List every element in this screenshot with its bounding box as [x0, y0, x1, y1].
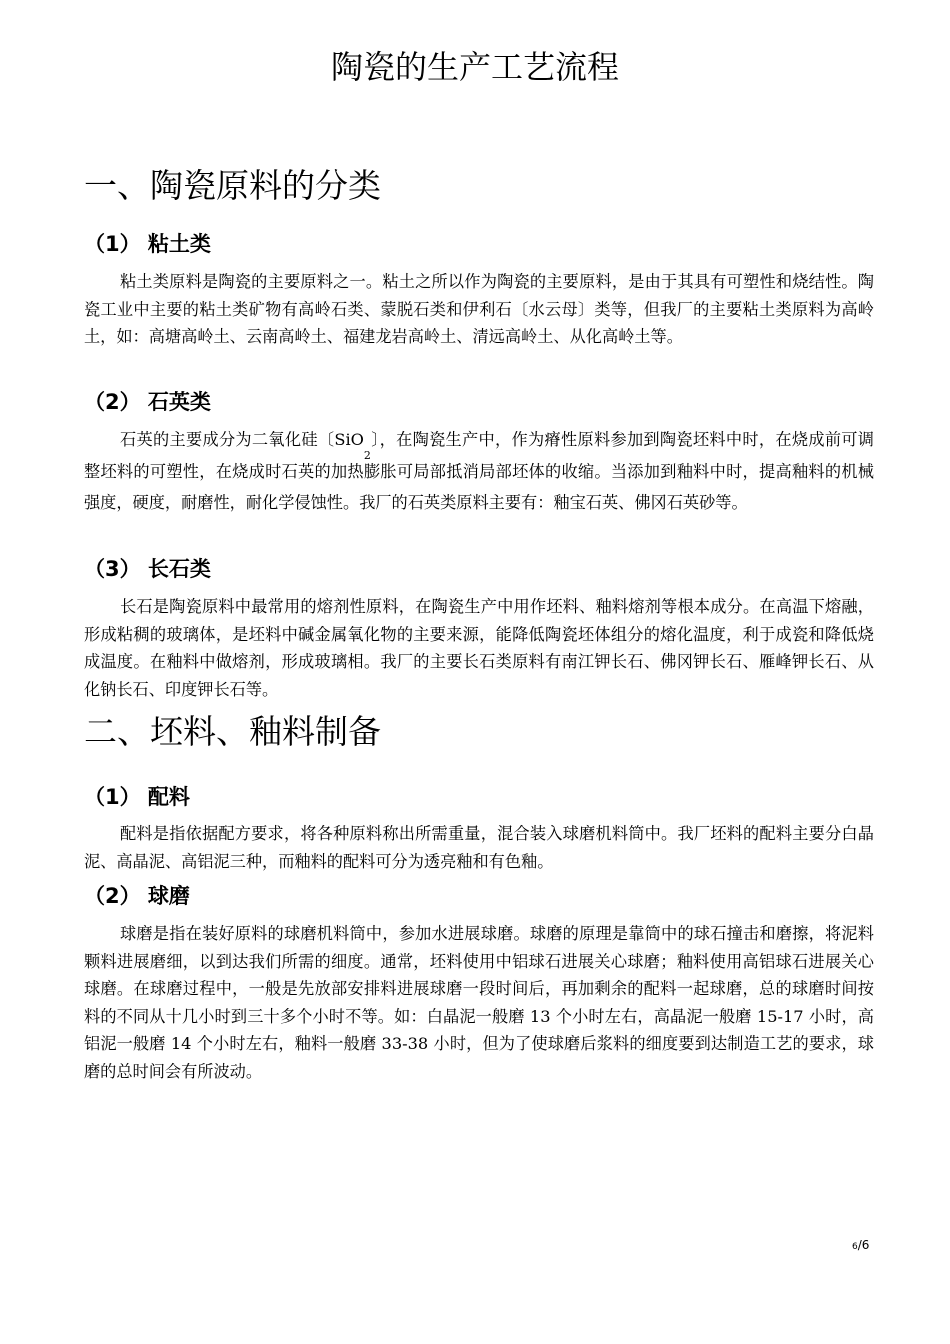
quartz-text-before: 石英的主要成分为二氧化硅〔SiO — [120, 430, 364, 449]
paragraph-clay: 粘土类原料是陶瓷的主要原料之一。粘土之所以作为陶瓷的主要原料，是由于其具有可塑性和烧结性。陶瓷工业中主要的粘土类矿物有高岭石类、蒙脱石类和伊利石〔水云母〕类等，但我厂的主要粘土类原料为高岭土，如：高塘高岭土、云南高岭土、福建龙岩高岭土、清远高岭土、从化高岭土等。 — [84, 272, 874, 346]
subsection-heading-quartz: （2） 石英类 — [84, 390, 211, 414]
document-title: 陶瓷的生产工艺流程 — [330, 48, 619, 86]
paragraph-feldspar: 长石是陶瓷原料中最常用的熔剂性原料，在陶瓷生产中用作坯料、釉料熔剂等根本成分。在高温下熔融，形成粘稠的玻璃体，是坯料中碱金属氧化物的主要来源，能降低陶瓷坯体组分的熔化温度，利于成瓷和降低烧成温度。在釉料中做熔剂，形成玻璃相。我厂的主要长石类原料有南江钾长石、佛冈钾长石、雁峰钾长石、从化钠长石、印度钾长石等。 — [84, 597, 874, 699]
subsection-heading-feldspar: （3） 长石类 — [84, 557, 211, 581]
page-total: /6 — [857, 1238, 870, 1252]
page-number — [852, 1238, 869, 1252]
paragraph-quartz — [84, 424, 874, 518]
quartz-text-after: 〕，在陶瓷生产中，作为瘠性原料参加到陶瓷坯料中时，在烧成前可调整坯料的可塑性，在烧成时石英的加热膨胀可局部抵消局部坯体的收缩。当添加到釉料中时，提高釉料的机械强度，硬度，耐磨性，耐化学侵蚀性。我厂的石英类原料主要有：釉宝石英、佛冈石英砂等。 — [84, 430, 874, 512]
page-current: 6 — [852, 1242, 858, 1252]
subsection-heading-batching: （1） 配料 — [84, 785, 190, 809]
subsection-heading-clay: （1） 粘土类 — [84, 232, 211, 256]
paragraph-ball-milling: 球磨是指在装好原料的球磨机料筒中，参加水进展球磨。球磨的原理是靠筒中的球石撞击和磨擦，将泥料颗料进展磨细，以到达我们所需的细度。通常，坯料使用中铝球石进展关心球磨；釉料使用高铝球石进展关心球磨。在球磨过程中，一般是先放部安排料进展球磨一段时间后，再加剩余的配料一起球磨，总的球磨时间按料的不同从十几小时到三十多个小时不等。如：白晶泥一般磨 13 个小时左右，高晶泥一般磨 15-17 小时，高铝泥一般磨 14 个小时左右，釉料一般磨 33-38 小时，但为了使球磨后浆料的细度要到达制造工艺的要求，球磨的总时间会有所波动。 — [84, 924, 874, 1081]
paragraph-batching: 配料是指依据配方要求，将各种原料称出所需重量，混合装入球磨机料筒中。我厂坯料的配料主要分白晶泥、高晶泥、高铝泥三种，而釉料的配料可分为透亮釉和有色釉。 — [84, 824, 874, 871]
formula-subscript: 2 — [363, 449, 371, 462]
section-heading-preparation: 二、坯料、釉料制备 — [84, 712, 381, 751]
subsection-heading-ball-milling: （2） 球磨 — [84, 884, 190, 908]
section-heading-materials: 一、陶瓷原料的分类 — [84, 166, 381, 205]
